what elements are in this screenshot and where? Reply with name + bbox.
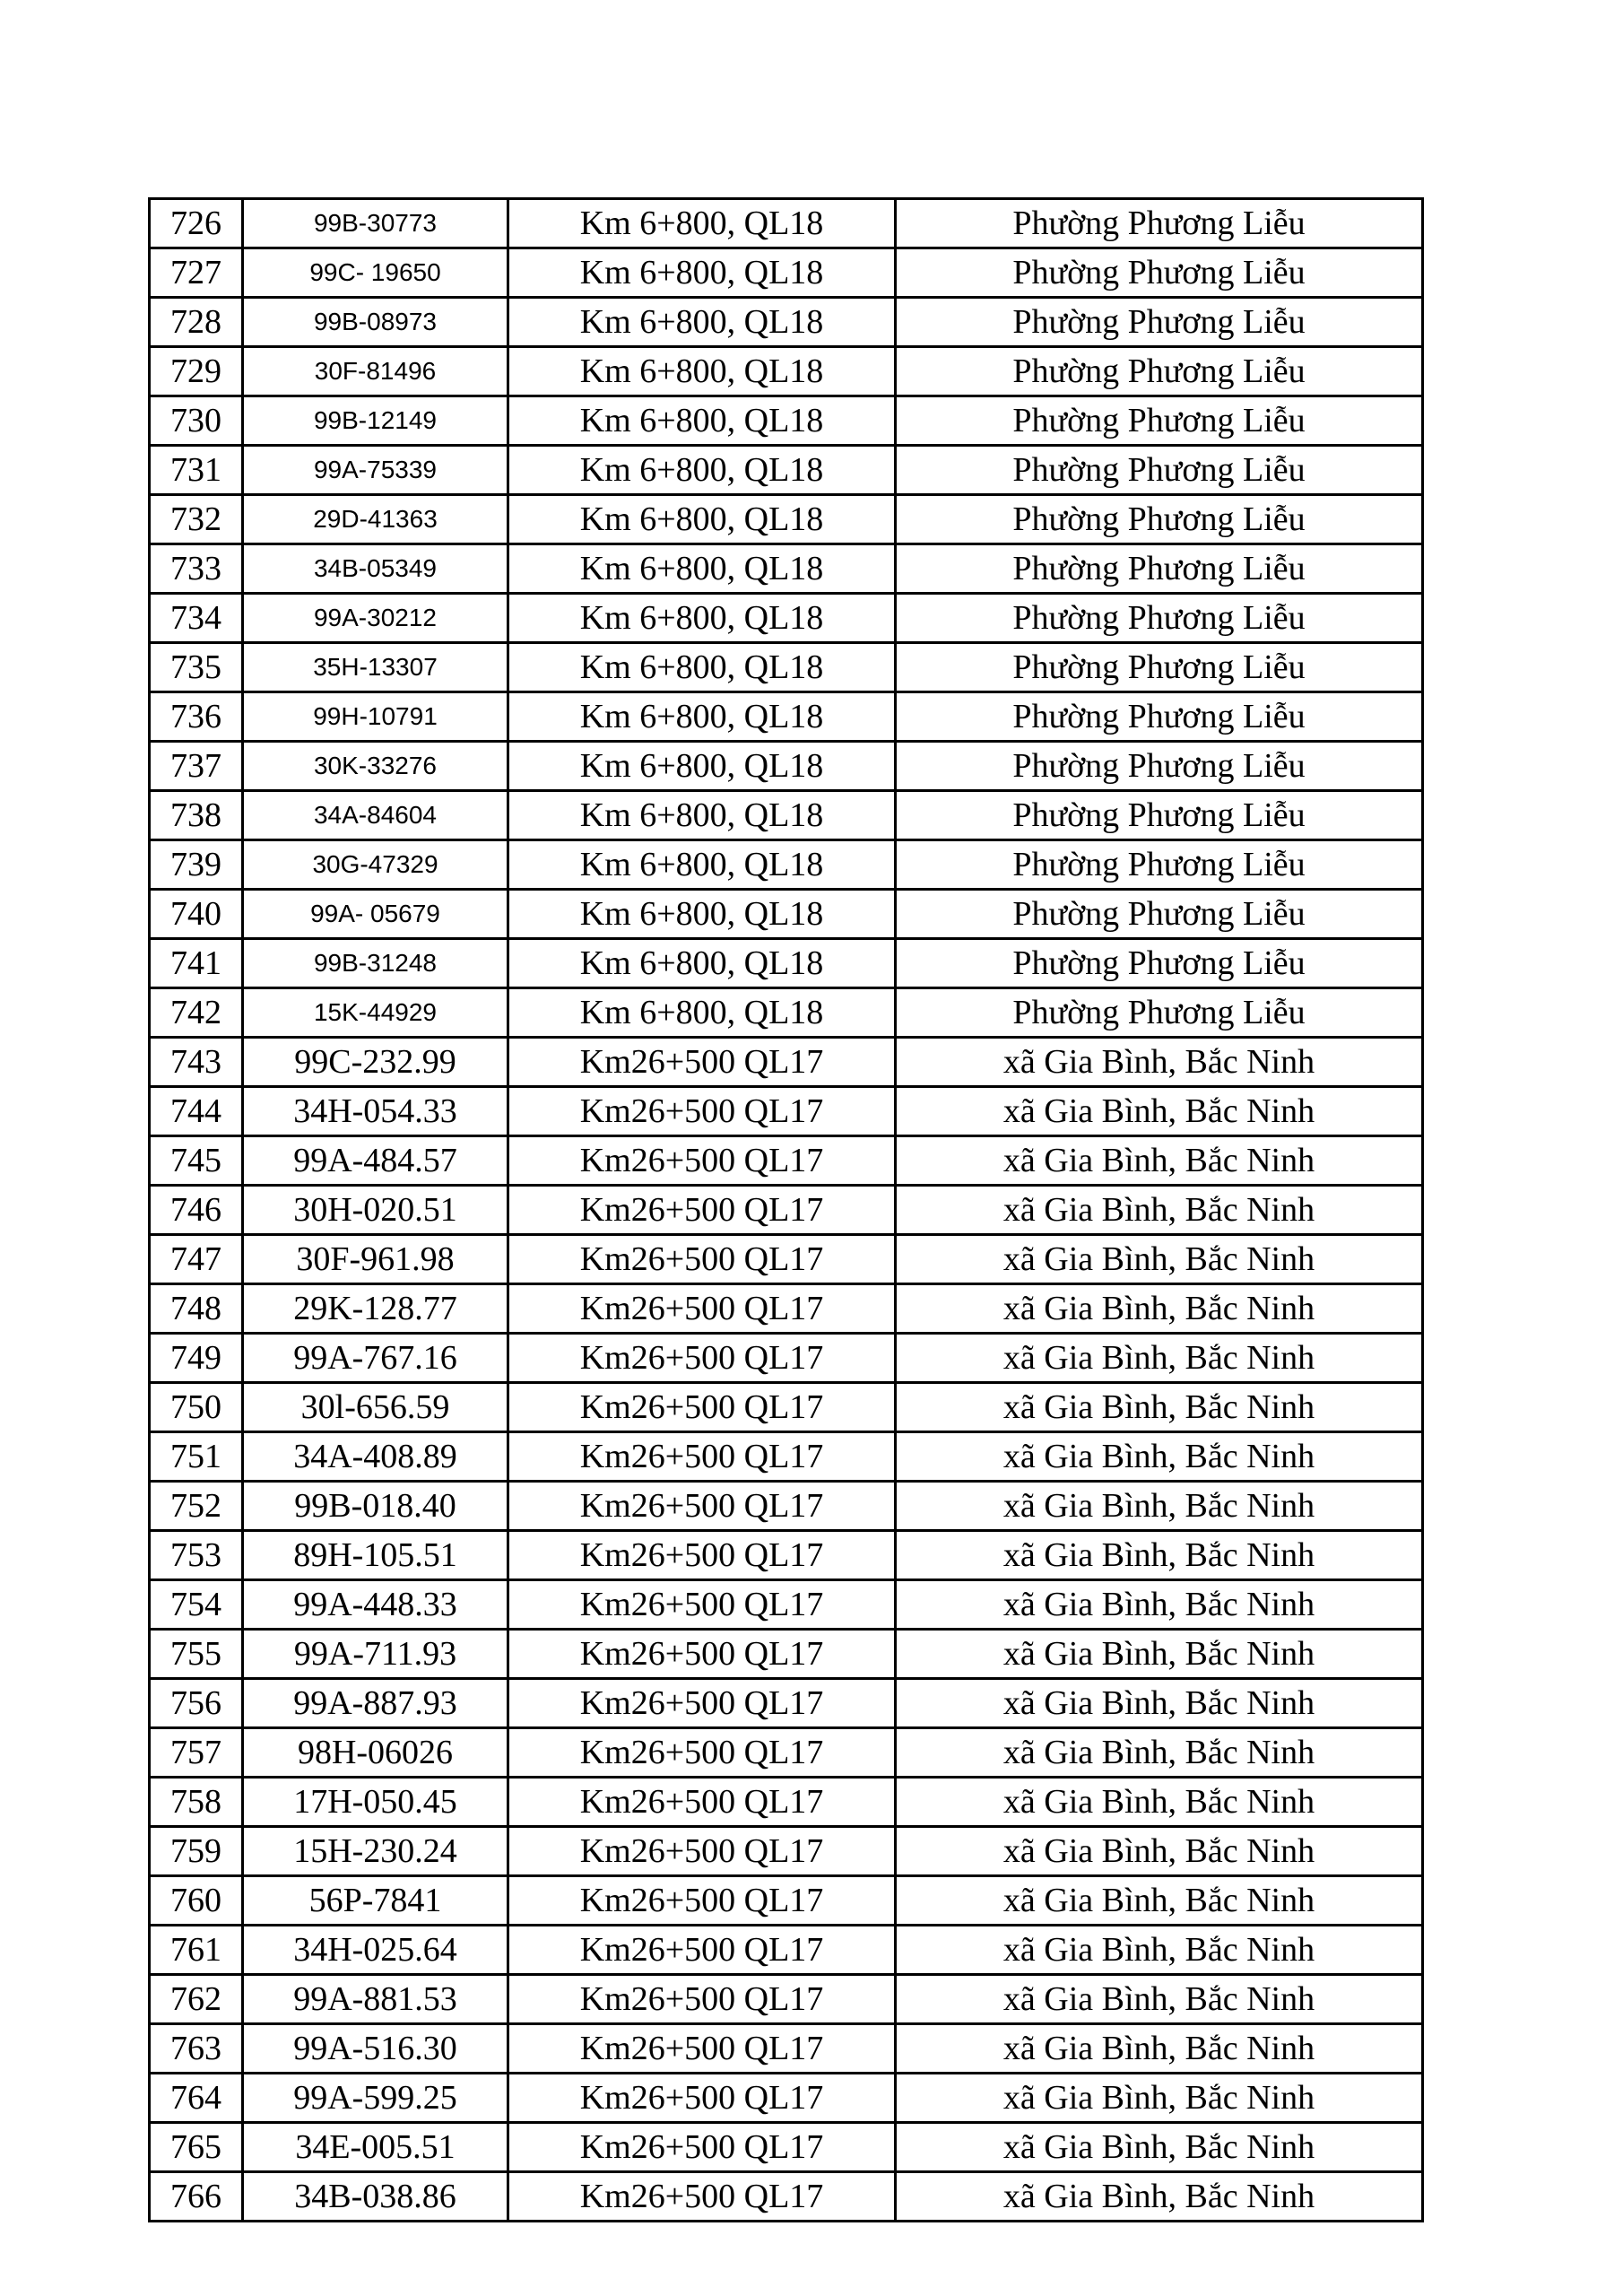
cell-plate: 30F-81496 <box>243 347 508 396</box>
cell-location: Km 6+800, QL18 <box>508 594 896 643</box>
cell-plate: 30G-47329 <box>243 840 508 890</box>
cell-stt: 746 <box>150 1186 243 1235</box>
cell-area: Phường Phương Liễu <box>896 544 1423 594</box>
table-row <box>150 199 1423 248</box>
cell-location: Km 6+800, QL18 <box>508 840 896 890</box>
table-row <box>150 1926 1423 1975</box>
cell-area: Phường Phương Liễu <box>896 791 1423 840</box>
cell-location: Km 6+800, QL18 <box>508 495 896 544</box>
cell-location: Km26+500 QL17 <box>508 1728 896 1778</box>
cell-stt: 739 <box>150 840 243 890</box>
cell-area: Phường Phương Liễu <box>896 939 1423 988</box>
cell-location: Km26+500 QL17 <box>508 1235 896 1284</box>
cell-plate: 99A- 05679 <box>243 890 508 939</box>
cell-stt: 747 <box>150 1235 243 1284</box>
cell-location: Km26+500 QL17 <box>508 1284 896 1334</box>
cell-plate: 30F-961.98 <box>243 1235 508 1284</box>
table-row <box>150 1580 1423 1630</box>
cell-plate: 99A-767.16 <box>243 1334 508 1383</box>
cell-area: xã Gia Bình, Bắc Ninh <box>896 1334 1423 1383</box>
cell-location: Km 6+800, QL18 <box>508 199 896 248</box>
cell-stt: 762 <box>150 1975 243 2024</box>
cell-location: Km 6+800, QL18 <box>508 742 896 791</box>
table-row <box>150 1186 1423 1235</box>
cell-plate: 99A-711.93 <box>243 1630 508 1679</box>
table-row <box>150 1876 1423 1926</box>
table-row <box>150 594 1423 643</box>
cell-stt: 731 <box>150 446 243 495</box>
cell-stt: 748 <box>150 1284 243 1334</box>
cell-plate: 30H-020.51 <box>243 1186 508 1235</box>
cell-area: Phường Phương Liễu <box>896 347 1423 396</box>
cell-stt: 750 <box>150 1383 243 1432</box>
cell-plate: 34B-038.86 <box>243 2172 508 2222</box>
cell-area: xã Gia Bình, Bắc Ninh <box>896 1580 1423 1630</box>
cell-stt: 764 <box>150 2074 243 2123</box>
cell-stt: 736 <box>150 692 243 742</box>
cell-area: xã Gia Bình, Bắc Ninh <box>896 1531 1423 1580</box>
cell-area: Phường Phương Liễu <box>896 495 1423 544</box>
cell-stt: 761 <box>150 1926 243 1975</box>
table-row <box>150 1432 1423 1482</box>
cell-stt: 743 <box>150 1038 243 1087</box>
cell-plate: 98H-06026 <box>243 1728 508 1778</box>
cell-plate: 99B-018.40 <box>243 1482 508 1531</box>
cell-plate: 99A-75339 <box>243 446 508 495</box>
cell-location: Km26+500 QL17 <box>508 1580 896 1630</box>
table-row <box>150 1284 1423 1334</box>
cell-stt: 745 <box>150 1136 243 1186</box>
cell-area: Phường Phương Liễu <box>896 199 1423 248</box>
cell-stt: 754 <box>150 1580 243 1630</box>
cell-plate: 17H-050.45 <box>243 1778 508 1827</box>
cell-plate: 99C- 19650 <box>243 248 508 298</box>
cell-plate: 99A-881.53 <box>243 1975 508 2024</box>
cell-location: Km26+500 QL17 <box>508 1630 896 1679</box>
cell-location: Km 6+800, QL18 <box>508 692 896 742</box>
table-row <box>150 2024 1423 2074</box>
cell-area: xã Gia Bình, Bắc Ninh <box>896 2172 1423 2222</box>
cell-plate: 99A-448.33 <box>243 1580 508 1630</box>
table-row <box>150 791 1423 840</box>
cell-stt: 734 <box>150 594 243 643</box>
cell-stt: 751 <box>150 1432 243 1482</box>
cell-area: xã Gia Bình, Bắc Ninh <box>896 1876 1423 1926</box>
cell-plate: 34H-054.33 <box>243 1087 508 1136</box>
cell-location: Km26+500 QL17 <box>508 1334 896 1383</box>
table-row <box>150 1679 1423 1728</box>
cell-plate: 29D-41363 <box>243 495 508 544</box>
cell-area: Phường Phương Liễu <box>896 298 1423 347</box>
table-row <box>150 248 1423 298</box>
cell-area: xã Gia Bình, Bắc Ninh <box>896 1235 1423 1284</box>
cell-plate: 34E-005.51 <box>243 2123 508 2172</box>
cell-area: xã Gia Bình, Bắc Ninh <box>896 1728 1423 1778</box>
table-row <box>150 495 1423 544</box>
cell-plate: 34A-84604 <box>243 791 508 840</box>
cell-area: xã Gia Bình, Bắc Ninh <box>896 1432 1423 1482</box>
cell-plate: 30K-33276 <box>243 742 508 791</box>
cell-location: Km26+500 QL17 <box>508 1827 896 1876</box>
table-row <box>150 1383 1423 1432</box>
cell-location: Km 6+800, QL18 <box>508 446 896 495</box>
cell-stt: 765 <box>150 2123 243 2172</box>
cell-area: xã Gia Bình, Bắc Ninh <box>896 1038 1423 1087</box>
table-row <box>150 1975 1423 2024</box>
cell-stt: 738 <box>150 791 243 840</box>
cell-area: xã Gia Bình, Bắc Ninh <box>896 1087 1423 1136</box>
cell-location: Km26+500 QL17 <box>508 1482 896 1531</box>
cell-stt: 733 <box>150 544 243 594</box>
table-row <box>150 1630 1423 1679</box>
cell-area: Phường Phương Liễu <box>896 692 1423 742</box>
table-row <box>150 2123 1423 2172</box>
cell-area: xã Gia Bình, Bắc Ninh <box>896 1136 1423 1186</box>
cell-stt: 763 <box>150 2024 243 2074</box>
cell-plate: 99B-12149 <box>243 396 508 446</box>
cell-area: Phường Phương Liễu <box>896 248 1423 298</box>
table-row <box>150 840 1423 890</box>
table-row <box>150 1334 1423 1383</box>
cell-stt: 753 <box>150 1531 243 1580</box>
table-row <box>150 742 1423 791</box>
cell-area: xã Gia Bình, Bắc Ninh <box>896 1383 1423 1432</box>
cell-area: Phường Phương Liễu <box>896 890 1423 939</box>
cell-area: xã Gia Bình, Bắc Ninh <box>896 1827 1423 1876</box>
cell-area: xã Gia Bình, Bắc Ninh <box>896 2123 1423 2172</box>
cell-location: Km26+500 QL17 <box>508 1778 896 1827</box>
cell-location: Km26+500 QL17 <box>508 2074 896 2123</box>
cell-stt: 752 <box>150 1482 243 1531</box>
cell-area: Phường Phương Liễu <box>896 643 1423 692</box>
cell-location: Km26+500 QL17 <box>508 1432 896 1482</box>
cell-location: Km 6+800, QL18 <box>508 544 896 594</box>
cell-area: Phường Phương Liễu <box>896 594 1423 643</box>
cell-area: Phường Phương Liễu <box>896 988 1423 1038</box>
table-row <box>150 298 1423 347</box>
table-row <box>150 1087 1423 1136</box>
table-row <box>150 396 1423 446</box>
table-row <box>150 2074 1423 2123</box>
cell-plate: 99B-30773 <box>243 199 508 248</box>
cell-area: Phường Phương Liễu <box>896 446 1423 495</box>
table-row <box>150 939 1423 988</box>
cell-stt: 742 <box>150 988 243 1038</box>
cell-stt: 729 <box>150 347 243 396</box>
cell-stt: 732 <box>150 495 243 544</box>
cell-location: Km26+500 QL17 <box>508 1975 896 2024</box>
cell-stt: 735 <box>150 643 243 692</box>
cell-plate: 34B-05349 <box>243 544 508 594</box>
cell-stt: 730 <box>150 396 243 446</box>
cell-area: Phường Phương Liễu <box>896 742 1423 791</box>
cell-location: Km26+500 QL17 <box>508 1531 896 1580</box>
table-row <box>150 643 1423 692</box>
cell-plate: 89H-105.51 <box>243 1531 508 1580</box>
table-row <box>150 446 1423 495</box>
cell-stt: 755 <box>150 1630 243 1679</box>
table-row <box>150 544 1423 594</box>
cell-stt: 744 <box>150 1087 243 1136</box>
cell-plate: 30l-656.59 <box>243 1383 508 1432</box>
cell-stt: 757 <box>150 1728 243 1778</box>
cell-plate: 15H-230.24 <box>243 1827 508 1876</box>
cell-location: Km 6+800, QL18 <box>508 248 896 298</box>
cell-area: xã Gia Bình, Bắc Ninh <box>896 1679 1423 1728</box>
cell-location: Km26+500 QL17 <box>508 2172 896 2222</box>
table-row <box>150 890 1423 939</box>
cell-area: xã Gia Bình, Bắc Ninh <box>896 1630 1423 1679</box>
cell-location: Km26+500 QL17 <box>508 2024 896 2074</box>
cell-location: Km 6+800, QL18 <box>508 347 896 396</box>
cell-location: Km26+500 QL17 <box>508 1679 896 1728</box>
table-row <box>150 1235 1423 1284</box>
cell-plate: 35H-13307 <box>243 643 508 692</box>
cell-location: Km 6+800, QL18 <box>508 396 896 446</box>
cell-stt: 749 <box>150 1334 243 1383</box>
cell-plate: 99C-232.99 <box>243 1038 508 1087</box>
table-row <box>150 1778 1423 1827</box>
cell-location: Km 6+800, QL18 <box>508 643 896 692</box>
cell-area: xã Gia Bình, Bắc Ninh <box>896 1482 1423 1531</box>
cell-stt: 740 <box>150 890 243 939</box>
cell-location: Km 6+800, QL18 <box>508 791 896 840</box>
table-row <box>150 1136 1423 1186</box>
cell-location: Km 6+800, QL18 <box>508 988 896 1038</box>
cell-location: Km26+500 QL17 <box>508 2123 896 2172</box>
cell-area: xã Gia Bình, Bắc Ninh <box>896 1778 1423 1827</box>
violation-table <box>148 197 1424 2222</box>
table-row <box>150 1827 1423 1876</box>
cell-plate: 29K-128.77 <box>243 1284 508 1334</box>
cell-location: Km26+500 QL17 <box>508 1186 896 1235</box>
cell-plate: 99A-516.30 <box>243 2024 508 2074</box>
cell-stt: 758 <box>150 1778 243 1827</box>
cell-location: Km26+500 QL17 <box>508 1136 896 1186</box>
cell-area: Phường Phương Liễu <box>896 396 1423 446</box>
cell-stt: 760 <box>150 1876 243 1926</box>
table-row <box>150 692 1423 742</box>
table-row <box>150 1482 1423 1531</box>
cell-plate: 99A-30212 <box>243 594 508 643</box>
cell-plate: 34H-025.64 <box>243 1926 508 1975</box>
cell-location: Km26+500 QL17 <box>508 1038 896 1087</box>
cell-plate: 15K-44929 <box>243 988 508 1038</box>
cell-stt: 726 <box>150 199 243 248</box>
cell-location: Km 6+800, QL18 <box>508 298 896 347</box>
cell-location: Km26+500 QL17 <box>508 1383 896 1432</box>
table-row <box>150 347 1423 396</box>
cell-area: xã Gia Bình, Bắc Ninh <box>896 1975 1423 2024</box>
cell-stt: 737 <box>150 742 243 791</box>
cell-plate: 56P-7841 <box>243 1876 508 1926</box>
cell-location: Km26+500 QL17 <box>508 1876 896 1926</box>
cell-area: xã Gia Bình, Bắc Ninh <box>896 1186 1423 1235</box>
table-row <box>150 1531 1423 1580</box>
table-row <box>150 1038 1423 1087</box>
cell-area: xã Gia Bình, Bắc Ninh <box>896 2074 1423 2123</box>
cell-plate: 99A-599.25 <box>243 2074 508 2123</box>
table-row <box>150 988 1423 1038</box>
cell-plate: 99B-08973 <box>243 298 508 347</box>
cell-area: xã Gia Bình, Bắc Ninh <box>896 1926 1423 1975</box>
cell-location: Km 6+800, QL18 <box>508 890 896 939</box>
table-body <box>150 199 1423 2222</box>
cell-stt: 766 <box>150 2172 243 2222</box>
cell-stt: 741 <box>150 939 243 988</box>
cell-area: xã Gia Bình, Bắc Ninh <box>896 2024 1423 2074</box>
cell-location: Km26+500 QL17 <box>508 1926 896 1975</box>
cell-area: xã Gia Bình, Bắc Ninh <box>896 1284 1423 1334</box>
cell-plate: 99H-10791 <box>243 692 508 742</box>
cell-stt: 756 <box>150 1679 243 1728</box>
cell-plate: 34A-408.89 <box>243 1432 508 1482</box>
cell-location: Km 6+800, QL18 <box>508 939 896 988</box>
cell-area: Phường Phương Liễu <box>896 840 1423 890</box>
cell-plate: 99B-31248 <box>243 939 508 988</box>
cell-stt: 759 <box>150 1827 243 1876</box>
cell-location: Km26+500 QL17 <box>508 1087 896 1136</box>
cell-stt: 728 <box>150 298 243 347</box>
cell-plate: 99A-887.93 <box>243 1679 508 1728</box>
table-row <box>150 1728 1423 1778</box>
table-row <box>150 2172 1423 2222</box>
cell-plate: 99A-484.57 <box>243 1136 508 1186</box>
cell-stt: 727 <box>150 248 243 298</box>
